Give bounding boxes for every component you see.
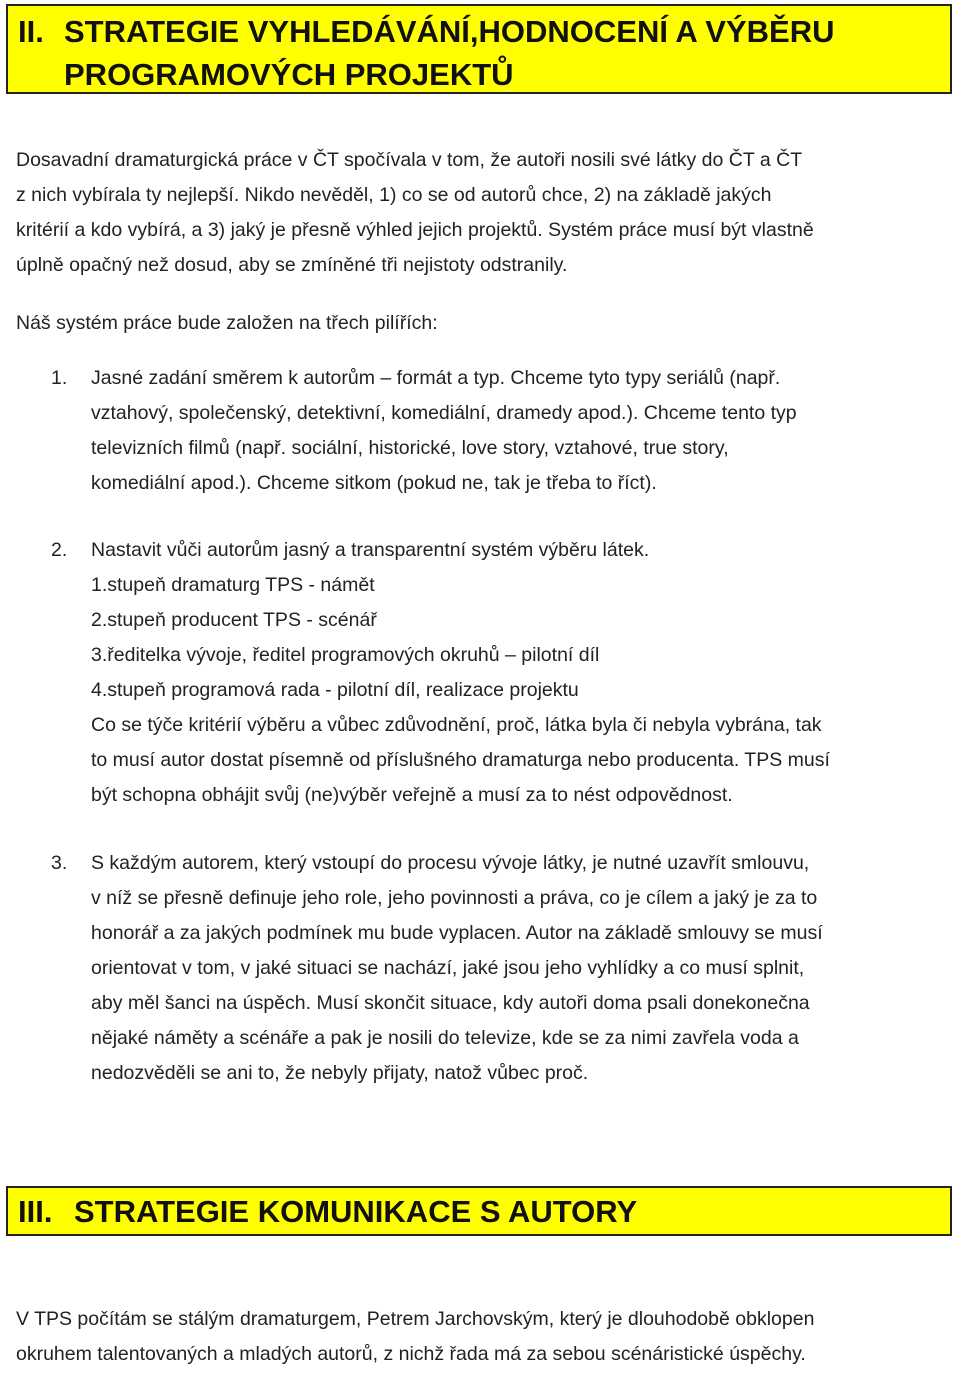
text-line: 4.stupeň programová rada - pilotní díl, realizace projektu — [91, 679, 579, 701]
text-line: v níž se přesně definuje jeho role, jeho povinnosti a práva, co je cílem a jaký je za to — [91, 887, 818, 909]
text-line: vztahový, společenský, detektivní, komediální, dramedy apod.). Chceme tento typ — [91, 402, 797, 424]
text-line: Co se týče kritérií výběru a vůbec zdůvodnění, proč, látka byla či nebyla vybrána, tak — [91, 714, 822, 736]
list-item-3 — [51, 846, 951, 1091]
list-item-1 — [51, 361, 951, 501]
text-line: okruhem talentovaných a mladých autorů, z nichž řada má za sebou scénáristické úspěchy. — [16, 1343, 806, 1365]
text-line: Dosavadní dramaturgická práce v ČT spočívala v tom, že autoři nosili své látky do ČT a ČT — [16, 149, 803, 171]
section-heading-ii — [6, 4, 952, 94]
text-line: úplně opačný než dosud, aby se zmíněné tři nejistoty odstranily. — [16, 254, 568, 276]
text-line: V TPS počítám se stálým dramaturgem, Petrem Jarchovským, který je dlouhodobě obklopen — [16, 1308, 815, 1330]
text-line: Nastavit vůči autorům jasný a transparentní systém výběru látek. — [91, 539, 650, 561]
pillars-lead: Náš systém práce bude založen na třech pilířích: — [16, 312, 438, 334]
text-line: nějaké náměty a scénáře a pak je nosili do televize, kde se za nimi zavřela voda a — [91, 1027, 799, 1049]
section-title-line2: PROGRAMOVÝCH PROJEKTŮ — [64, 57, 514, 92]
text-line: 3.ředitelka vývoje, ředitel programových okruhů – pilotní díl — [91, 644, 600, 666]
text-line: kritérií a kdo vybírá, a 3) jaký je přesně výhled jejich projektů. Systém práce musí být vlastně — [16, 219, 814, 241]
text-line: Jasné zadání směrem k autorům – formát a typ. Chceme tyto typy seriálů (např. — [91, 367, 781, 389]
text-line: S každým autorem, který vstoupí do procesu vývoje látky, je nutné uzavřít smlouvu, — [91, 852, 810, 874]
text-line: 2.stupeň producent TPS - scénář — [91, 609, 377, 631]
list-number: 1. — [51, 367, 68, 389]
section-number: II. — [18, 14, 44, 49]
text-line: být schopna obhájit svůj (ne)výběr veřejně a musí za to nést odpovědnost. — [91, 784, 733, 806]
text-line: televizních filmů (např. sociální, historické, love story, vztahové, true story, — [91, 437, 729, 459]
text-line: nedozvěděli se ani to, že nebyly přijaty, natož vůbec proč. — [91, 1062, 589, 1084]
list-number: 3. — [51, 852, 68, 874]
text-line: aby měl šanci na úspěch. Musí skončit situace, kdy autoři doma psali donekonečna — [91, 992, 810, 1014]
section-title: STRATEGIE KOMUNIKACE S AUTORY — [74, 1194, 638, 1229]
section-heading-iii — [6, 1186, 952, 1236]
text-line: komediální apod.). Chceme sitkom (pokud ne, tak je třeba to říct). — [91, 472, 657, 494]
list-number: 2. — [51, 539, 68, 561]
intro-paragraph — [16, 143, 946, 283]
text-line: honorář a za jakých podmínek mu bude vyplacen. Autor na základě smlouvy se musí — [91, 922, 823, 944]
text-line: orientovat v tom, v jaké situaci se nachází, jaké jsou jeho vyhlídky a co musí splnit, — [91, 957, 805, 979]
section-number: III. — [18, 1194, 53, 1229]
list-item-2 — [51, 533, 951, 813]
final-paragraph — [16, 1302, 946, 1372]
text-line: to musí autor dostat písemně od příslušného dramaturga nebo producenta. TPS musí — [91, 749, 830, 771]
text-line: z nich vybírala ty nejlepší. Nikdo nevěděl, 1) co se od autorů chce, 2) na základě jakých — [16, 184, 772, 206]
text-line: 1.stupeň dramaturg TPS - námět — [91, 574, 375, 596]
section-title-line1: STRATEGIE VYHLEDÁVÁNÍ,HODNOCENÍ A VÝBĚRU — [64, 14, 835, 49]
